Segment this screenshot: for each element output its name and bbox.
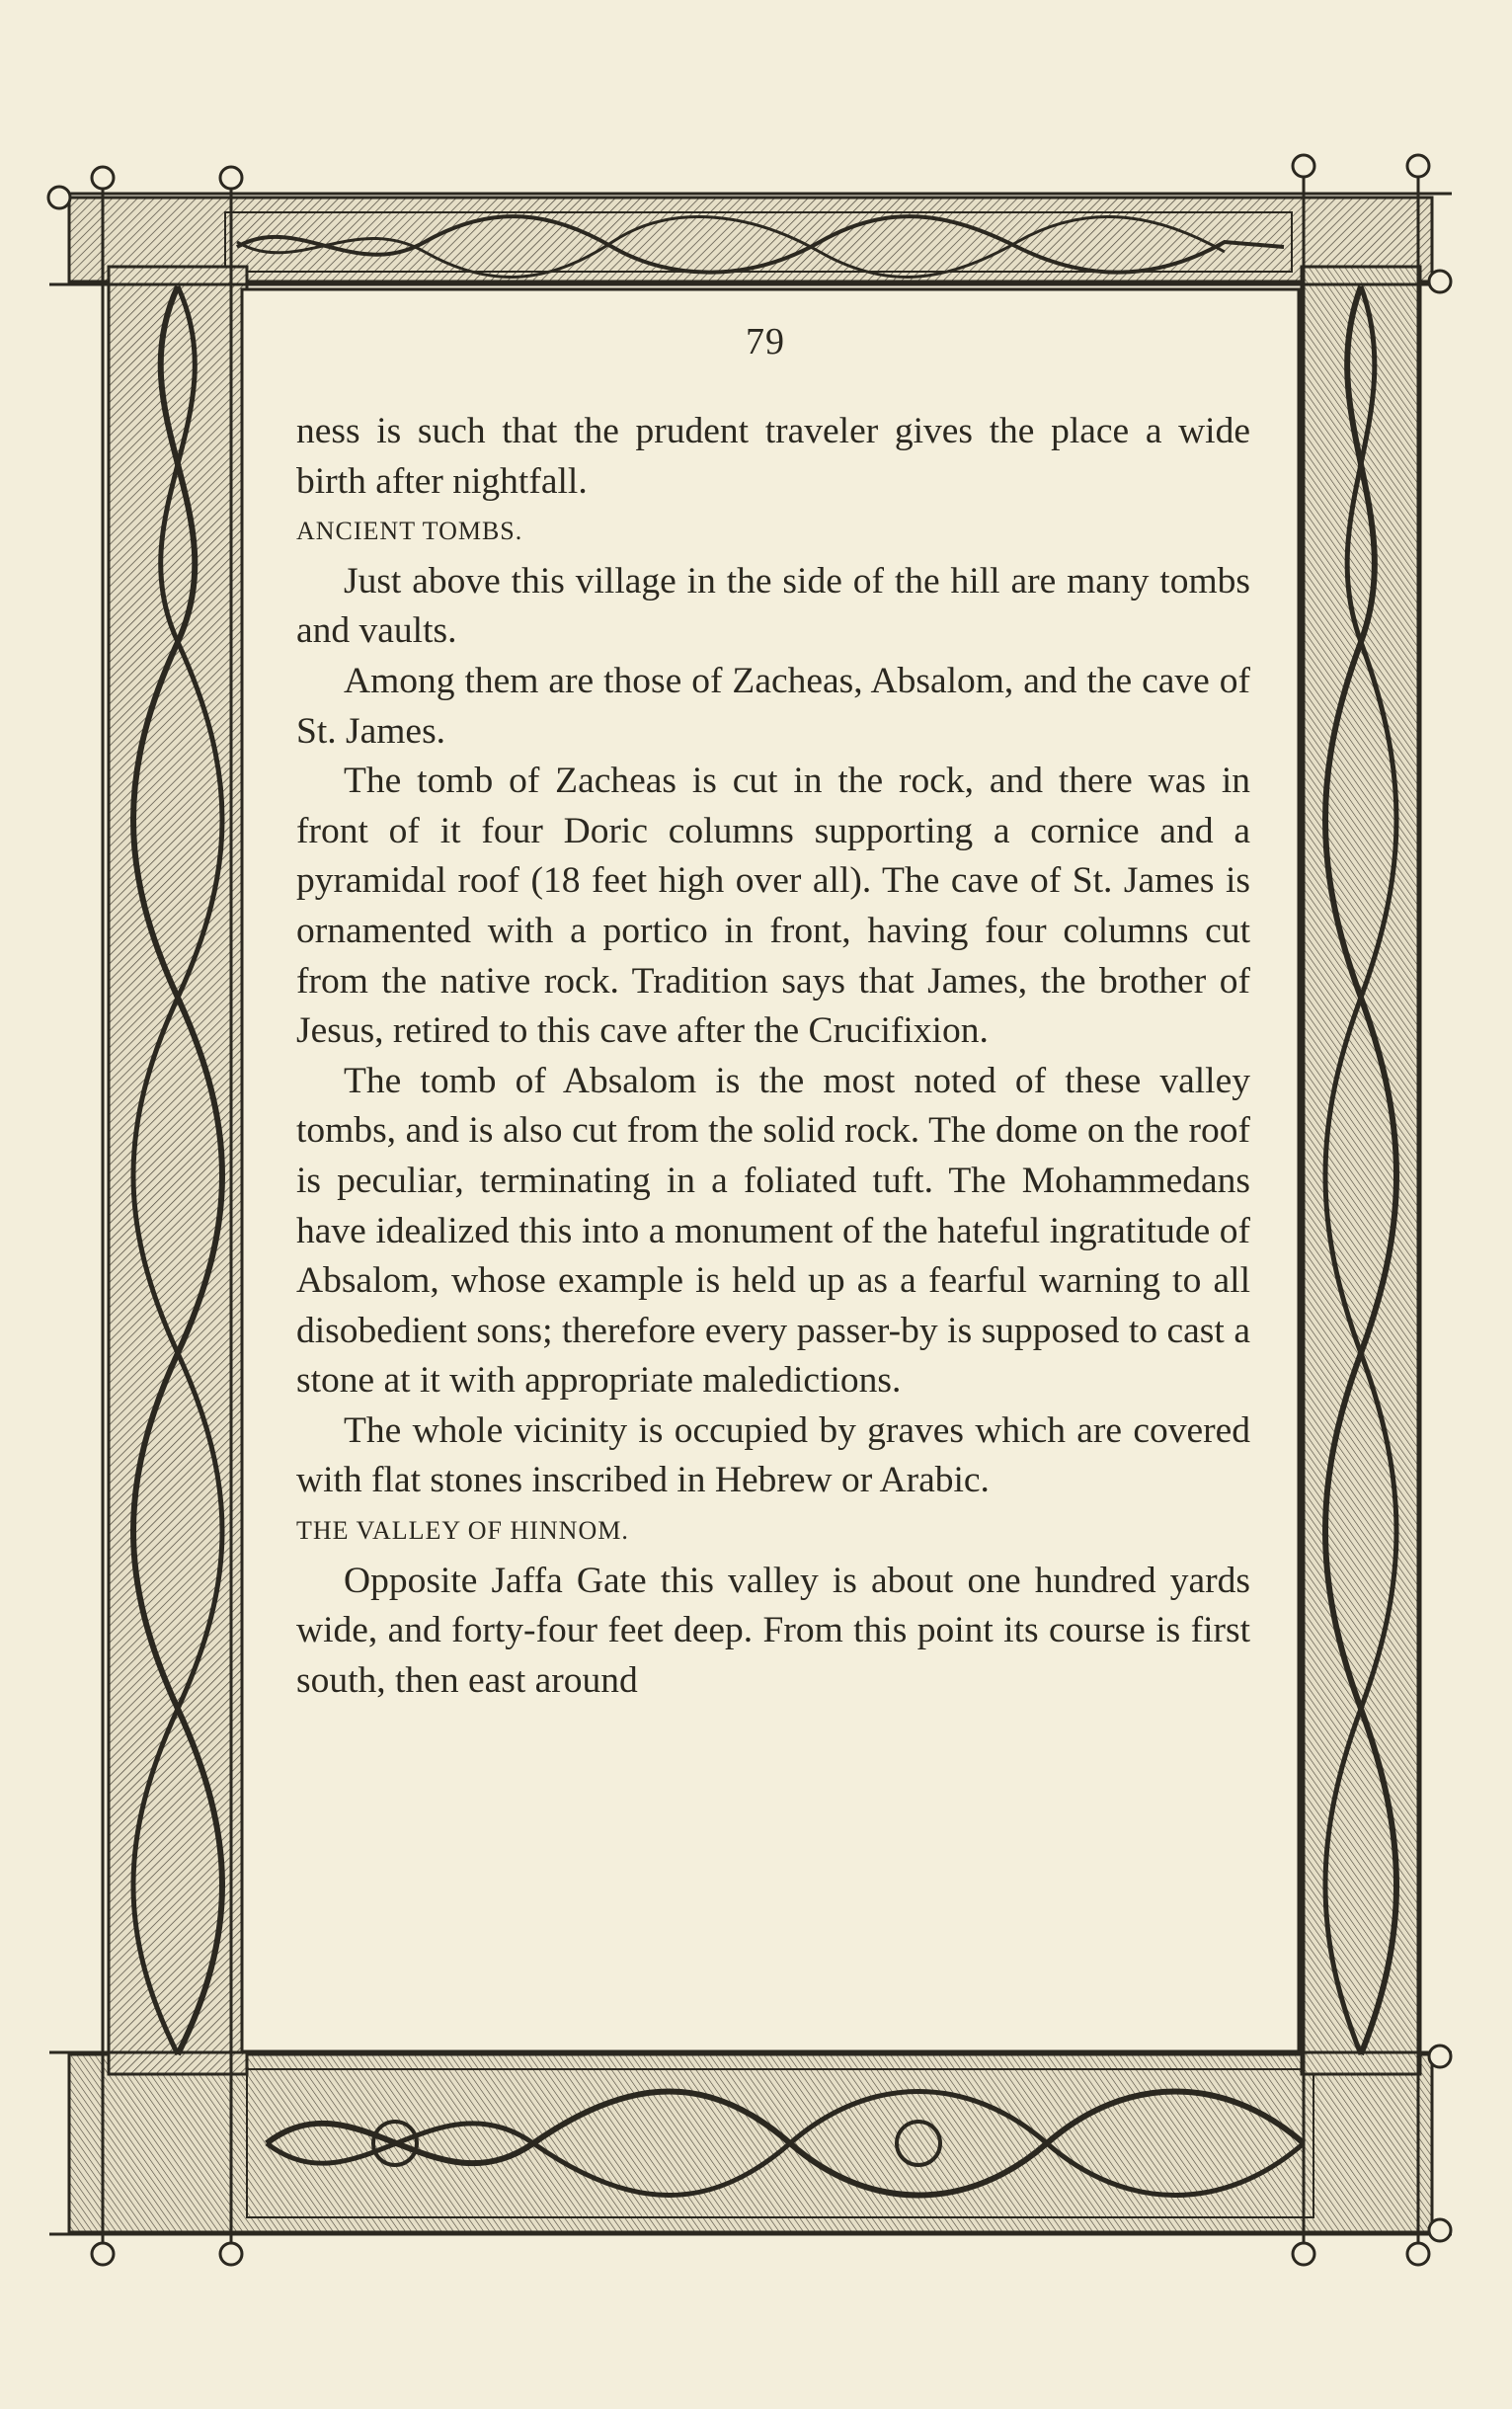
opening-paragraph: ness is such that the prudent traveler gives the place a wide birth after nightfall.	[296, 411, 1250, 502]
right-border-band	[1302, 267, 1420, 2074]
page-content	[252, 296, 1274, 2054]
heading-ancient-tombs: ANCIENT TOMBS.	[296, 517, 523, 546]
paragraph: Just above this village in the side of the hill are many tombs and vaults.	[296, 560, 1250, 652]
left-border-band	[109, 267, 247, 2074]
bottom-border-band	[69, 2054, 1432, 2232]
heading-valley-of-hinnom: THE VALLEY OF HINNOM.	[296, 1516, 629, 1546]
paragraph: Among them are those of Zacheas, Absalom, and the cave of St. James.	[296, 660, 1250, 752]
paragraph: The whole vicinity is occupied by graves which are covered with flat stones inscribed in Hebrew or Arabic.	[296, 1409, 1250, 1501]
text-block	[296, 407, 1250, 1706]
closing-paragraph: Opposite Jaffa Gate this valley is about one hundred yards wide, and forty-four feet deep. From this point its course is first south, then east around	[296, 1560, 1250, 1701]
paragraph: The tomb of Zacheas is cut in the rock, and there was in front of it four Doric columns supporting a cornice and a pyramidal roof (18 feet high over all). The cave of St. James is ornamented with a portico in front, having four columns cut from the native rock. Tradition says that James, the brother of Jesus, retired to this cave after the Crucifixion.	[296, 761, 1250, 1052]
paragraph: The tomb of Absalom is the most noted of these valley tombs, and is also cut from the solid rock. The dome on the roof is peculiar, terminating in a foliated tuft. The Mohammedans have idealized this into a monument of the hateful ingratitude of Absalom, whose example is held up as a fearful warning to all disobedient sons; therefore every passer-by is supposed to cast a stone at it with appropriate maledictions.	[296, 1060, 1250, 1402]
top-border-band	[69, 198, 1432, 281]
page-number: 79	[746, 321, 785, 362]
